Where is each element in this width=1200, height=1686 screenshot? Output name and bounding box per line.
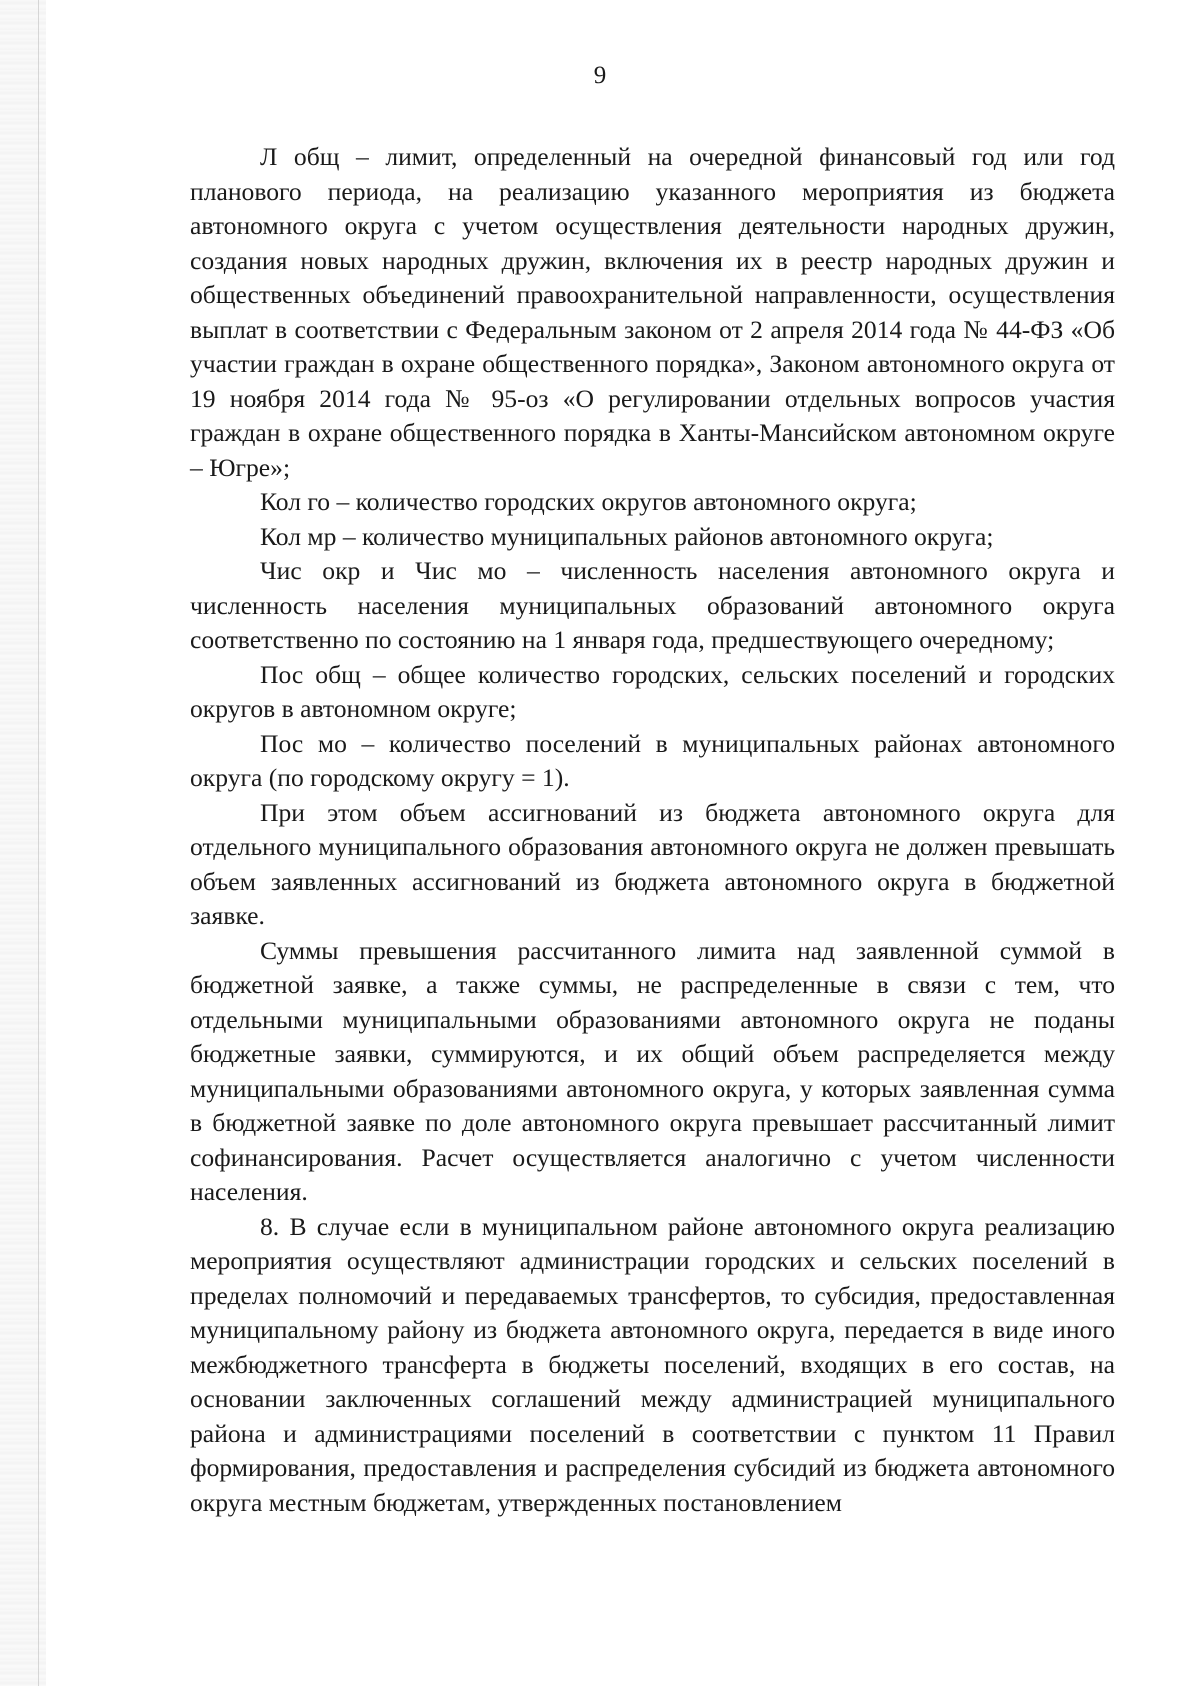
document-body: [190, 140, 1115, 1520]
page-number: 9: [593, 62, 607, 89]
scan-binding-line: [38, 0, 39, 1686]
paragraph-kol-go: Кол го – количество городских округов автономного округа;: [260, 487, 917, 516]
paragraph-allocation-limit: При этом объем ассигнований из бюджета автономного округа для отдельного муниципального образования автономного округа не должен превышать объем заявленных ассигнований из бюджета автономного округа в бюджетной заявке.: [190, 797, 1115, 930]
scan-edge: [0, 0, 46, 1686]
paragraph-excess-sums: Суммы превышения рассчитанного лимита над заявленной суммой в бюджетной заявке, а также суммы, не распределенные в связи с тем, что отдельными муниципальными образованиями автономного округа не поданы бюджетные заявки, суммируются, и их общий объем распределяется между муниципальными образованиями автономного округа, у которых заявленная сумма в бюджетной заявке по доле автономного округа превышает рассчитанный лимит софинансирования. Расчет осуществляется аналогично с учетом численности населения.: [190, 935, 1115, 1206]
paragraph-kol-mr: Кол мр – количество муниципальных районов автономного округа;: [260, 521, 994, 551]
paragraph-item-8: 8. В случае если в муниципальном районе автономного округа реализацию мероприятия осуществляют администрации городских и сельских поселений в пределах полномочий и передаваемых трансфертов, то субсидия, предоставленная муниципальному району из бюджета автономного округа, передается в виде иного межбюджетного трансферта в бюджеты поселений, входящих в его состав, на основании заключенных соглашений между администрацией муниципального района и администрациями поселений в соответствии с пунктом 11 Правил формирования, предоставления и распределения субсидий из бюджета автономного округа местным бюджетам, утвержденных постановлением: [190, 1211, 1115, 1517]
paragraph-limit-definition: Л общ – лимит, определенный на очередной финансовый год или год планового периода, на реализацию указанного мероприятия из бюджета автономного округа с учетом осуществления деятельности народных дружин, создания новых народных дружин, включения их в реестр народных дружин и общественных объединений правоохранительной направленности, осуществления выплат в соответствии с Федеральным законом от 2 апреля 2014 года № 44-ФЗ «Об участии граждан в охране общественного порядка», Законом автономного округа от 19 ноября 2014 года № 95-оз «О регулировании отдельных вопросов участия граждан в охране общественного порядка в Ханты-Мансийском автономном округе – Югре»;: [190, 142, 1115, 482]
paragraph-pos-mo: Пос мо – количество поселений в муниципальных районах автономного округа (по городскому округу = 1).: [190, 728, 1115, 792]
paragraph-chis: Чис окр и Чис мо – численность населения автономного округа и численность населения муниципальных образований автономного округа соответственно по состоянию на 1 января года, предшествующего очередному;: [190, 556, 1115, 654]
paragraph-pos-obsh: Пос общ – общее количество городских, сельских поселений и городских округов в автономном округе;: [190, 659, 1115, 723]
